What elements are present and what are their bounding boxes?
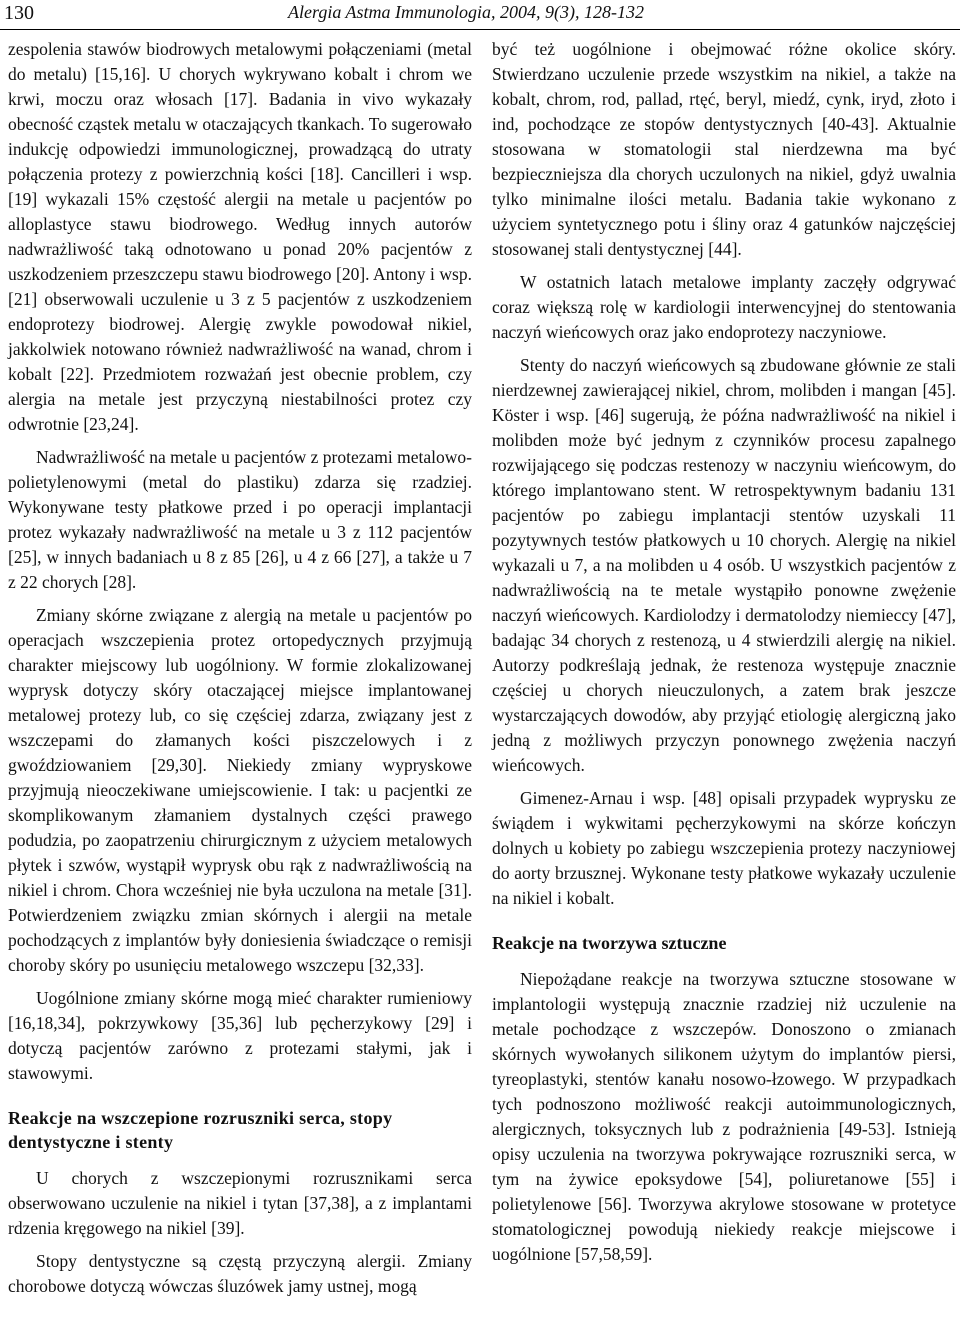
right-column xyxy=(492,37,956,1267)
section-heading: Reakcje na tworzywa sztuczne xyxy=(492,933,727,953)
paragraph: W ostatnich latach metalowe implanty zaczęły odgrywać coraz większą rolę w kardiologii interwencyjnej do stentowania naczyń wieńcowych oraz jako endoprotezy naczyniowe. xyxy=(492,272,956,342)
paragraph: być też uogólnione i obejmować różne okolice skóry. Stwierdzano uczulenie przede wszystkim na nikiel, a także na kobalt, chrom, rod, pallad, rtęć, beryl, miedź, cynk, iryd, złoto i ind, pochodzące ze stopów dentystycznych [40-43]. Aktualnie stosowana w stomatologii stal nierdzewna ma być bezpieczniejsza dla chorych uczulonych na nikiel, gdyż uwalnia tylko minimalne ilości metalu. Badania takie wykonano z użyciem syntetycznego potu i śliny oraz 4 gatunków najczęściej stosowanej stali dentystycznej [44]. xyxy=(492,39,956,259)
paragraph: Gimenez-Arnau i wsp. [48] opisali przypadek wyprysku ze świądem i wykwitami pęcherzykowymi na skórze kończyn dolnych u kobiety po zabiegu wszczepienia protezy naczyniowej do aorty brzusznej. Wykonane testy płatkowe wykazały uczulenie na nikiel i kobalt. xyxy=(492,788,956,908)
journal-citation: Alergia Astma Immunologia, 2004, 9(3), 128-132 xyxy=(288,2,644,22)
paragraph: Nadwrażliwość na metale u pacjentów z protezami metalowo-polietylenowymi (metal do plastiku) zdarza się rzadziej. Wykonywane testy płatkowe przed i po operacji implantacji protez wykazały nadwrażliwość na metale u 3 z 112 pacjentów [25], w innych badaniach u 8 z 85 [26], u 4 z 66 [27], a także u 7 z 22 chorych [28]. xyxy=(8,447,472,592)
paragraph: U chorych z wszczepionymi rozrusznikami serca obserwowano uczulenie na nikiel i tytan [37,38], a z implantami rdzenia kręgowego na nikiel [39]. xyxy=(8,1168,472,1238)
header-rule xyxy=(0,29,960,30)
page-number: 130 xyxy=(4,2,34,24)
paragraph: Stenty do naczyń wieńcowych są zbudowane głównie ze stali nierdzewnej zawierającej nikiel, chrom, molibden i mangan [45]. Köster i wsp. [46] sugerują, że późna nadwrażliwość na nikiel i molibden może być jednym z czynników procesu zapalnego rozwijającego się podczas restenozy w naczyniu wieńcowym, do którego implantowano stent. W retrospektywnym badaniu 131 pacjentów po zabiegu implantacji stentów uzyskali 11 pozytywnych testów płatkowych u 10 chorych. Alergię na nikiel wykazali u 7, a na molibden u 4 osób. U wszystkich pacjentów z nadwrażliwością na te metale wystąpiło ponowne zwężenie naczyń wieńcowych. Kardiolodzy i dermatolodzy niemieccy [47], badając 34 chorych z restenozą, u 4 stwierdzili alergię na nikiel. Autorzy podkreślają jednak, że restenoza występuje znacznie częściej u chorych nieuczulonych, a zatem brak jeszcze wystarczających dowodów, aby przyjąć etiologię alergiczną jako jedną z możliwych przyczyn ponownego zwężenia naczyń wieńcowych. xyxy=(492,355,956,775)
paragraph: Niepożądane reakcje na tworzywa sztuczne stosowane w implantologii występują znacznie rzadziej niż uczulenie na metale pochodzące z wszczepów. Donoszono o zmianach skórnych wywołanych silikonem użytym do implantów piersi, tyreoplastyki, stentów kanału nosowo-łzowego. W przypadkach tych podnoszono możliwość reakcji autoimmunologicznych, alergicznych, toksycznych lub z podrażnienia [49-53]. Istnieją opisy uczulenia na tworzywa pokrywające rozruszniki serca, w tym na żywice epoksydowe [54], poliuretanowe [55] i polietylenowe [56]. Tworzywa akrylowe stosowane w protetyce stomatologicznej powodują niekiedy reakcje miejscowe i uogólnione [57,58,59]. xyxy=(492,969,956,1264)
paragraph: Stopy dentystyczne są częstą przyczyną alergii. Zmiany chorobowe dotyczą wówczas śluzówek jamy ustnej, mogą xyxy=(8,1251,472,1296)
paragraph: Zmiany skórne związane z alergią na metale u pacjentów po operacjach wszczepienia protez ortopedycznych przyjmują charakter miejscowy lub uogólniony. W formie zlokalizowanej wyprysk dotyczy skóry otaczającej miejsce implantowanej metalowej protezy lub, co się częściej zdarza, związany jest z wszczepami do złamanych kości piszczelowych i z gwoździowaniem [29,30]. Niekiedy zmiany wypryskowe przyjmują nieoczekiwane umiejscowienie. I tak: u pacjentki ze skomplikowanym złamaniem dystalnych części prawego podudzia, po zaopatrzeniu chirurgicznym z użyciem metalowych płytek i szwów, wystąpił wyprysk obu rąk z nadwrażliwością na nikiel i chrom. Chora wcześniej nie była uczulona na metale [31]. Potwierdzeniem związku zmian skórnych i alergii na metale pochodzących z implantów były doniesienia świadczące o remisji choroby skóry po usunięciu metalowego wszczepu [32,33]. xyxy=(8,605,472,975)
paragraph: Uogólnione zmiany skórne mogą mieć charakter rumieniowy [16,18,34], pokrzywkowy [35,36] lub pęcherzykowy [29] i dotyczą pacjentów zarówno z protezami stałymi, jak i stawowymi. xyxy=(8,988,472,1083)
page-header xyxy=(0,0,960,28)
paragraph: zespolenia stawów biodrowych metalowymi połączeniami (metal do metalu) [15,16]. U chorych wykrywano kobalt i chrom we krwi, moczu oraz włosach [17]. Badania in vivo wykazały obecność cząstek metalu w otaczających tkankach. To sugerowało indukcję odpowiedzi immunologicznej, prowadzącą do utraty połączenia protezy z powierzchnią kości [18]. Cancilleri i wsp. [19] wykazali 15% częstość alergii na metale u pacjentów po alloplastyce stawu biodrowego. Według innych autorów nadwrażliwość taką odnotowano u ponad 20% pacjentów z uszkodzeniem przeszczepu stawu biodrowego [20]. Antony i wsp. [21] obserwowali uczulenie u 3 z 5 pacjentów z uszkodzeniem endoprotezy biodrowej. Alergię zwykle powodował nikiel, jakkolwiek notowano również nadwrażliwość na wanad, chrom i kobalt [22]. Przedmiotem rozważań jest obecnie problem, czy alergia na metale jest przyczyną niestabilności protez czy odwrotnie [23,24]. xyxy=(8,39,472,434)
section-heading: Reakcje na wszczepione rozruszniki serca, stopy dentystyczne i stenty xyxy=(8,1108,393,1152)
left-column xyxy=(8,37,472,1299)
